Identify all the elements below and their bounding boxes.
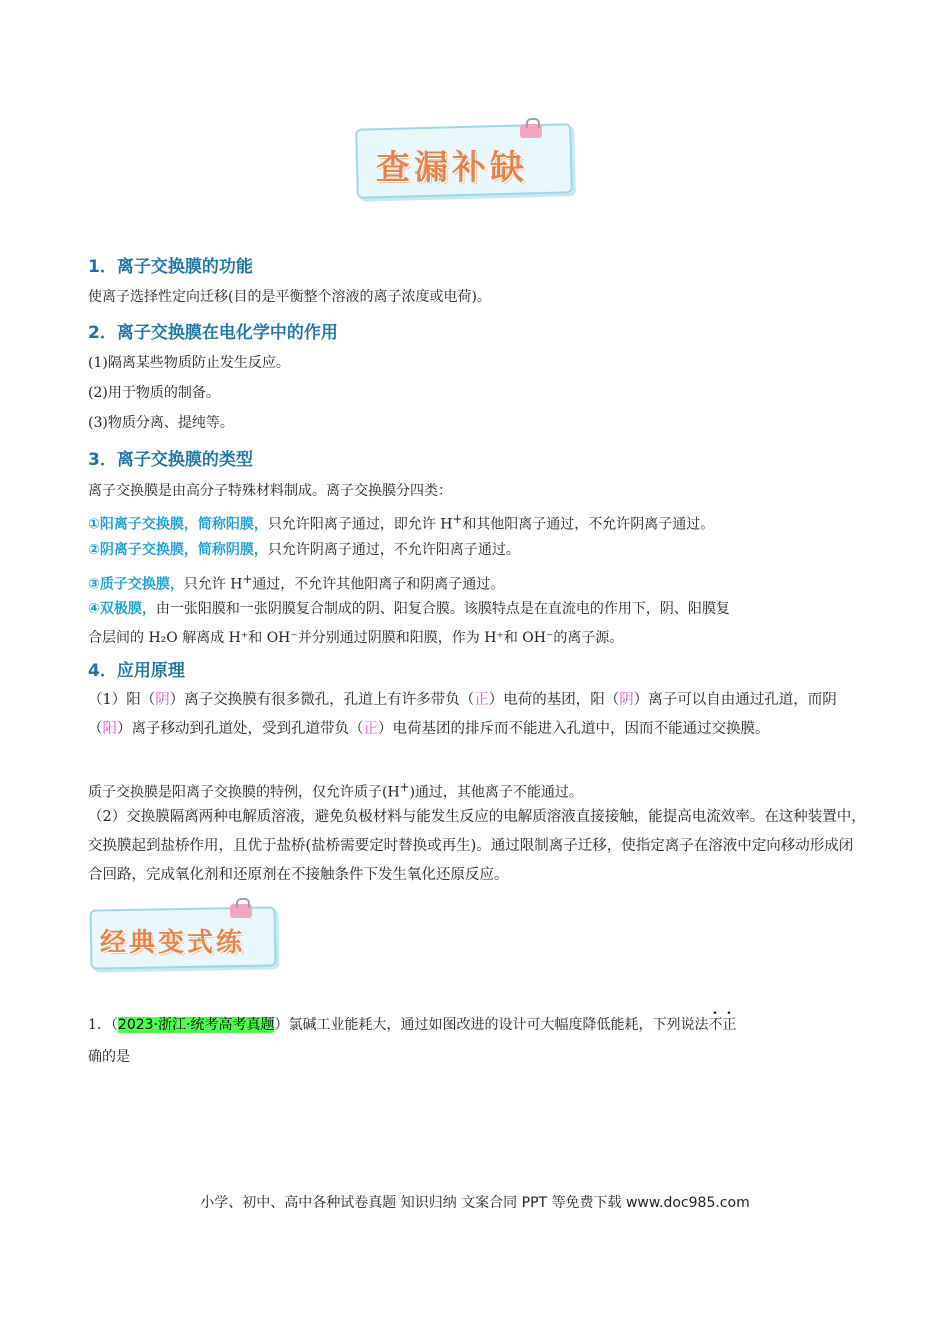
text: 质子交换膜是阳离子交换膜的特例，仅允许质子(H	[88, 784, 400, 801]
membrane-type-bipolar-cont: 合层间的 H₂O 解离成 H⁺和 OH⁻并分别通过阴膜和阳膜，作为 H⁺和 OH⁻的离子源。	[88, 630, 624, 646]
membrane-type-anion	[88, 541, 520, 559]
section-3-intro: 离子交换膜是由高分子特殊材料制成。离子交换膜分四类：	[88, 483, 452, 499]
superscript: +	[242, 572, 253, 586]
principle-paragraph-2	[88, 778, 583, 802]
highlight: 阴	[155, 692, 170, 708]
banner-jing-dian-bian-shi-lian	[86, 902, 282, 974]
emphasis-char: 正	[722, 1017, 737, 1033]
text: ）离子交换膜有很多微孔，孔道上有许多带负（	[169, 692, 475, 708]
emphasis-char: 不	[708, 1017, 723, 1033]
text: ）电荷基团的排斥而不能进入孔道中，因而不能通过交换膜。	[378, 721, 770, 737]
type-text: 只允许阴离子通过，不允许阳离子通过。	[267, 542, 520, 558]
text: ）离子移动到孔道处，受到孔道带负（	[117, 721, 364, 737]
section-1-body: 使离子选择性定向迁移(目的是平衡整个溶液的离子浓度或电荷)。	[88, 289, 491, 305]
type-text: 通过，不允许其他阳离子和阴离子通过。	[252, 576, 505, 593]
page-footer: 小学、初中、高中各种试卷真题 知识归纳 文案合同 PPT 等免费下载 www.doc985.com	[200, 1195, 750, 1211]
membrane-type-proton	[88, 570, 504, 594]
text: )通过，其他离子不能通过。	[409, 784, 583, 801]
text: （	[110, 1017, 118, 1033]
banner-title: 经典变式练	[100, 928, 246, 958]
section-2-heading: 2．离子交换膜在电化学中的作用	[88, 323, 338, 343]
question-1	[88, 1016, 736, 1034]
highlight: 正	[363, 721, 378, 737]
text: ）	[274, 1017, 289, 1033]
superscript: +	[399, 780, 410, 794]
type-text: 只允许阳离子通过，即允许 H	[267, 516, 453, 533]
text: （1）阳（	[88, 692, 156, 708]
section-2-item-2: (2)用于物质的制备。	[88, 385, 220, 401]
question-1-cont: 确的是	[88, 1049, 130, 1065]
banner-title: 查漏补缺	[376, 148, 528, 188]
membrane-type-cation	[88, 510, 714, 534]
type-label: ①阳离子交换膜，简称阳膜，	[88, 516, 268, 533]
paper-clip-icon	[520, 124, 542, 138]
section-3-heading: 3．离子交换膜的类型	[88, 450, 253, 470]
type-text: 只允许 H	[183, 576, 243, 593]
type-label: ③质子交换膜，	[88, 576, 184, 593]
highlight: 正	[474, 692, 489, 708]
question-text: 氯碱工业能耗大，通过如图改进的设计可大幅度降低能耗，下列说法	[288, 1017, 709, 1033]
text: ）离子可以自由通过孔道，而阴（	[88, 692, 837, 737]
text: ）电荷的基团，阳（	[488, 692, 620, 708]
section-1-heading: 1．离子交换膜的功能	[88, 257, 253, 277]
membrane-type-bipolar	[88, 600, 730, 618]
source-tag: 2023·浙江·统考高考真题	[117, 1017, 275, 1033]
type-text: 由一张阳膜和一张阴膜复合制成的阴、阳复合膜。该膜特点是在直流电的作用下，阴、阳膜复	[155, 601, 730, 617]
highlight: 阳	[102, 721, 117, 737]
question-number: 1．	[88, 1017, 111, 1033]
principle-paragraph-1	[88, 686, 866, 744]
section-2-item-3: (3)物质分离、提纯等。	[88, 415, 234, 431]
type-text: 和其他阳离子通过，不允许阴离子通过。	[462, 516, 715, 533]
type-label: ②阴离子交换膜，简称阴膜，	[88, 542, 268, 558]
principle-paragraph-3: （2）交换膜隔离两种电解质溶液，避免负极材料与能发生反应的电解质溶液直接接触，能提高电流效率。在这种装置中，交换膜起到盐桥作用，且优于盐桥(盐桥需要定时替换或再生)。通过限制离子迁移，使指定离子在溶液中定向移动形成闭合回路，完成氧化剂和还原剂在不接触条件下发生氧化还原反应。	[88, 809, 866, 883]
superscript: +	[452, 512, 463, 526]
section-2-item-1: (1)隔离某些物质防止发生反应。	[88, 355, 290, 371]
banner-cha-lou-bu-que	[350, 118, 580, 202]
highlight: 阴	[619, 692, 634, 708]
paper-clip-icon	[230, 904, 252, 918]
type-label: ④双极膜，	[88, 601, 156, 617]
section-4-heading: 4．应用原理	[88, 661, 185, 681]
